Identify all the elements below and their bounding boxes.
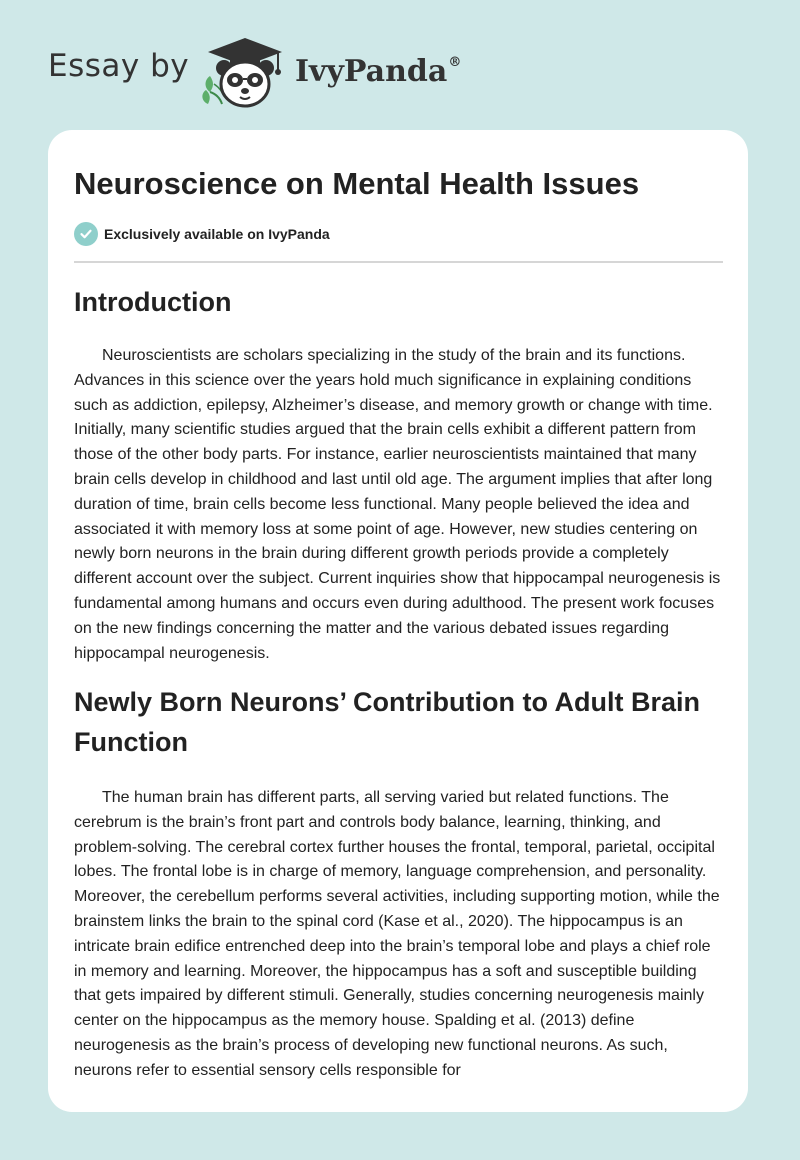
article-card <box>48 130 748 1112</box>
page-title: Neuroscience on Mental Health Issues <box>74 166 640 201</box>
brand-name: IvyPanda <box>295 54 448 89</box>
exclusive-badge <box>74 222 330 246</box>
badge-label: Exclusively available on IvyPanda <box>104 226 330 242</box>
section-heading-introduction: Introduction <box>74 287 232 317</box>
section-heading-newly-born-neurons: Newly Born Neurons’ Contribution to Adult Brain Function <box>74 687 700 757</box>
registered-mark: ® <box>448 55 462 70</box>
site-header <box>0 0 800 130</box>
essay-by-label: Essay by <box>48 48 190 84</box>
section-paragraph-introduction: Neuroscientists are scholars specializing in the study of the brain and its functions. Advances in this science over the years hold much significance in explaining conditions such as addiction, epilepsy, Alzheimer’s disease, and memory growth or change with time. Initially, many scientific studies argued that the brain cells exhibit a different pattern from those of the other body parts. For instance, earlier neuroscientists maintained that many brain cells develop in childhood and last until old age. The argument implies that after long duration of time, brain cells become less functional. Many people believed the idea and associated it with memory loss at some point of age. However, new studies centering on newly born neurons in the brain during different growth periods provide a completely different account over the subject. Current inquiries show that hippocampal neurogenesis is fundamental among humans and occurs even during adulthood. The present work focuses on the new findings concerning the matter and the various debated issues regarding hippocampal neurogenesis. <box>74 347 721 662</box>
section-paragraph-newly-born-neurons: The human brain has different parts, all serving varied but related functions. The cerebrum is the brain’s front part and controls body balance, learning, thinking, and problem-solving. The cerebral cortex further houses the frontal, temporal, parietal, occipital lobes. The frontal lobe is in charge of memory, language comprehension, and personality. Moreover, the cerebellum performs several activities, including supporting motion, while the brainstem links the brain to the spinal cord (Kase et al., 2020). The hippocampus is an intricate brain edifice entrenched deep into the brain’s temporal lobe and plays a chief role in memory and learning. Moreover, the hippocampus has a soft and susceptible building that gets impaired by different stimuli. Generally, studies concerning neurogenesis mainly center on the hippocampus as the memory house. Spalding et al. (2013) define neurogenesis as the brain’s process of developing new functional neurons. As such, neurons refer to essential sensory cells responsible for <box>74 789 720 1079</box>
checkmark-icon <box>74 222 98 246</box>
panda-graduate-icon[interactable] <box>200 36 290 110</box>
divider <box>74 261 723 263</box>
brand-logo-text[interactable] <box>295 54 461 89</box>
